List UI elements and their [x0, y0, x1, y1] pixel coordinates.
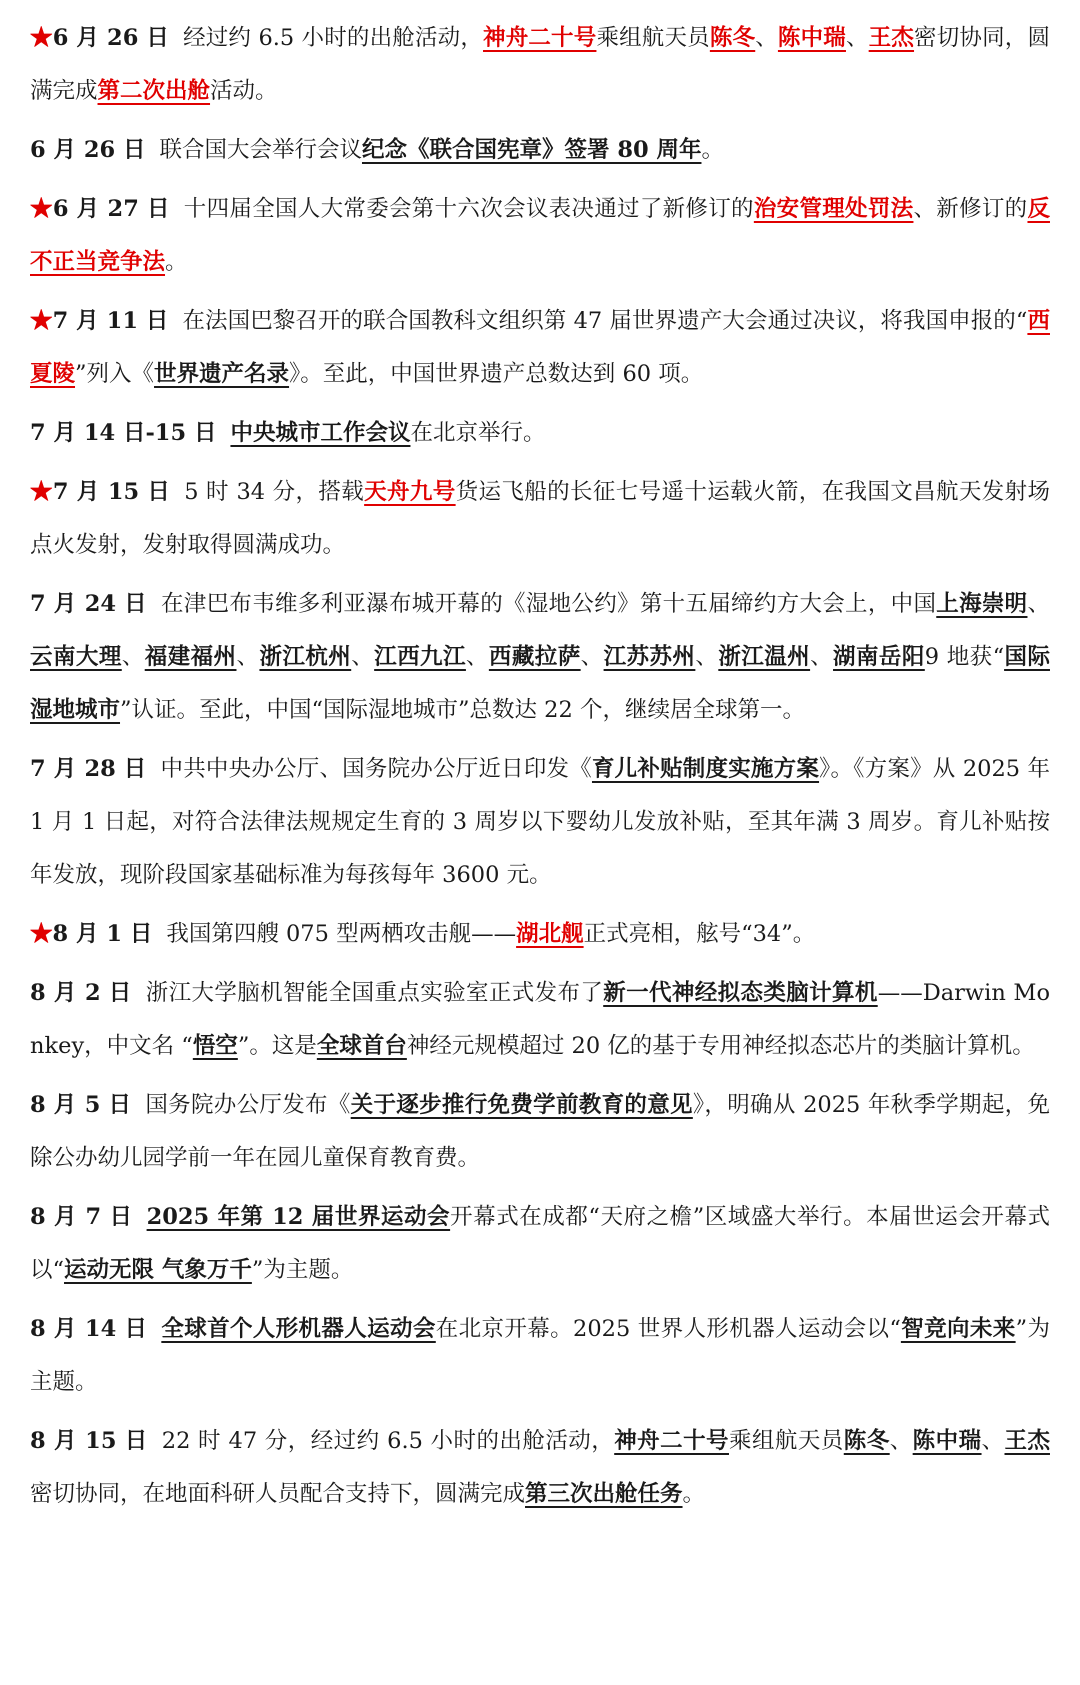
- entry-date: 7 月 15 日: [52, 479, 171, 505]
- entry-text: 》。至此，中国世界遗产总数达到 60 项。: [289, 361, 704, 387]
- key-term-highlighted: 湖北舰: [516, 921, 584, 947]
- entry-text: 、: [465, 644, 489, 670]
- key-term: 国际湿地城市: [30, 644, 1050, 723]
- important-star-icon: ★: [30, 921, 53, 947]
- entry-text: 我国第四艘 075 型两栖攻击舰——: [166, 921, 517, 947]
- entry-text: ”为主题。: [30, 1316, 1050, 1395]
- entry-text: ”为主题。: [251, 1257, 354, 1283]
- entry-text: 。: [165, 249, 188, 275]
- entry-text: 》，明确从 2025 年秋季学期起，免除公办幼儿园学前一年在园儿童保育教育费。: [30, 1092, 1050, 1171]
- entry-text: 正式亮相，舷号“34”。: [583, 921, 816, 947]
- entry-text: ——Darwin Monkey，中文名 “: [30, 980, 1050, 1059]
- entry-text: 、: [695, 644, 719, 670]
- entry-text: 、: [1027, 591, 1050, 617]
- entry-date: 6 月 26 日: [52, 25, 170, 51]
- timeline-entry: [30, 407, 1050, 460]
- key-term: 湖南岳阳: [833, 644, 925, 670]
- timeline-entry: [30, 908, 1050, 961]
- key-term-highlighted: 天舟九号: [364, 479, 456, 505]
- entry-text: 在法国巴黎召开的联合国教科文组织第 47 届世界遗产大会通过决议，将我国申报的“: [182, 308, 1028, 334]
- timeline-entry: [30, 183, 1050, 289]
- entry-text: 国务院办公厅发布《: [145, 1092, 351, 1118]
- entry-text: ”认证。至此，中国“国际湿地城市”总数达 22 个，继续居全球第一。: [120, 697, 805, 723]
- entry-text: 、: [580, 644, 604, 670]
- key-term-highlighted: 反不正当竞争法: [30, 196, 1050, 275]
- key-term-highlighted: 治安管理处罚法: [753, 196, 914, 222]
- entry-text: ”列入《: [75, 361, 155, 387]
- key-term: 西藏拉萨: [488, 644, 581, 670]
- entry-text: 十四届全国人大常委会第十六次会议表决通过了新修订的: [183, 196, 754, 222]
- key-term: 浙江温州: [718, 644, 811, 670]
- entry-text: 。: [701, 137, 724, 163]
- important-star-icon: ★: [30, 196, 53, 222]
- key-term-highlighted: 神舟二十号: [483, 25, 597, 51]
- timeline-entry: [30, 295, 1050, 401]
- timeline-entry: [30, 967, 1050, 1073]
- entry-text: 、: [236, 644, 260, 670]
- entry-date: 8 月 2 日: [30, 980, 132, 1006]
- entry-text: 5 时 34 分，搭载: [184, 479, 365, 505]
- key-term: 运动无限 气象万千: [64, 1257, 252, 1283]
- entry-text: 、: [121, 644, 145, 670]
- key-term-highlighted: 陈冬: [709, 25, 756, 51]
- entry-text: 在北京举行。: [410, 420, 546, 446]
- entry-list: [30, 12, 1050, 1521]
- entry-text: 密切协同，在地面科研人员配合支持下，圆满完成: [30, 1481, 526, 1507]
- key-term: 上海崇明: [936, 591, 1028, 617]
- entry-date: 7 月 24 日: [30, 591, 147, 617]
- entry-text: 。: [682, 1481, 706, 1507]
- key-term: 陈中瑞: [912, 1428, 982, 1454]
- entry-date: 8 月 5 日: [30, 1092, 132, 1118]
- entry-text: 开幕式在成都“天府之檐”区域盛大举行。本届世运会开幕式以“: [30, 1204, 1050, 1283]
- entry-text: 、: [810, 644, 834, 670]
- entry-text: 、: [351, 644, 375, 670]
- important-star-icon: ★: [30, 308, 53, 334]
- entry-text: ”。这是: [237, 1033, 317, 1059]
- entry-text: 经过约 6.5 小时的出舱活动，: [183, 25, 484, 51]
- entry-text: 、: [755, 25, 778, 51]
- key-term: 神舟二十号: [614, 1428, 729, 1454]
- key-term: 王杰: [1004, 1428, 1050, 1454]
- entry-text: 联合国大会举行会议: [159, 137, 362, 163]
- key-term: 关于逐步推行免费学前教育的意见: [350, 1092, 693, 1118]
- key-term-highlighted: 王杰: [868, 25, 915, 51]
- key-term: 全球首台: [316, 1033, 407, 1059]
- timeline-entry: [30, 1079, 1050, 1185]
- key-term: 江苏苏州: [603, 644, 696, 670]
- entry-text: 、: [845, 25, 869, 51]
- key-term: 纪念《联合国宪章》签署 80 周年: [361, 137, 702, 163]
- entry-date: 7 月 14 日-15 日: [30, 420, 217, 446]
- entry-text: 乘组航天员: [596, 25, 710, 51]
- entry-date: 8 月 7 日: [30, 1204, 133, 1230]
- entry-date: 8 月 15 日: [30, 1428, 148, 1454]
- entry-text: 9 地获“: [924, 644, 1005, 670]
- timeline-entry: [30, 1415, 1050, 1521]
- entry-date: 7 月 11 日: [52, 308, 169, 334]
- entry-text: 货运飞船的长征七号遥十运载火箭，在我国文昌航天发射场点火发射，发射取得圆满成功。: [30, 479, 1050, 558]
- key-term-highlighted: 西夏陵: [30, 308, 1050, 387]
- key-term-highlighted: 第二次出舱: [97, 78, 211, 104]
- key-term: 中央城市工作会议: [230, 420, 411, 446]
- entry-text: 22 时 47 分，经过约 6.5 小时的出舱活动，: [161, 1428, 615, 1454]
- entry-text: 、: [981, 1428, 1005, 1454]
- key-term: 悟空: [192, 1033, 238, 1059]
- timeline-entry: [30, 12, 1050, 118]
- key-term: 世界遗产名录: [154, 361, 290, 387]
- entry-date: 7 月 28 日: [30, 756, 147, 782]
- entry-text: 浙江大学脑机智能全国重点实验室正式发布了: [145, 980, 604, 1006]
- entry-date: 8 月 1 日: [52, 921, 153, 947]
- timeline-entry: [30, 578, 1050, 737]
- entry-text: 》。《方案》从 2025 年 1 月 1 日起，对符合法律法规规定生育的 3 周岁以下婴幼儿发放补贴，至其年满 3 周岁。育儿补贴按年发放，现阶段国家基础标准为每孩每年 3600 元。: [30, 756, 1050, 888]
- entry-text: 、: [889, 1428, 913, 1454]
- timeline-entry: [30, 1303, 1050, 1409]
- key-term: 全球首个人形机器人运动会: [161, 1316, 436, 1342]
- key-term: 浙江杭州: [259, 644, 352, 670]
- entry-text: 乘组航天员: [728, 1428, 844, 1454]
- timeline-entry: [30, 124, 1050, 177]
- important-star-icon: ★: [30, 25, 53, 51]
- key-term: 江西九江: [374, 644, 466, 670]
- key-term: 陈冬: [843, 1428, 890, 1454]
- entry-date: 6 月 26 日: [30, 137, 146, 163]
- entry-text: 在北京开幕。2025 世界人形机器人运动会以“: [435, 1316, 901, 1342]
- key-term: 第三次出舱任务: [525, 1481, 683, 1507]
- key-term: 智竞向未来: [900, 1316, 1016, 1342]
- important-star-icon: ★: [30, 479, 53, 505]
- key-term: 2025 年第 12 届世界运动会: [146, 1204, 451, 1230]
- entry-text: 在津巴布韦维多利亚瀑布城开幕的《湿地公约》第十五届缔约方大会上，中国: [160, 591, 937, 617]
- key-term-highlighted: 陈中瑞: [777, 25, 846, 51]
- timeline-entry: [30, 743, 1050, 902]
- entry-text: 密切协同，圆满完成: [30, 25, 1050, 104]
- key-term: 育儿补贴制度实施方案: [591, 756, 820, 782]
- key-term: 云南大理: [30, 644, 122, 670]
- key-term: 福建福州: [144, 644, 237, 670]
- entry-text: 、新修订的: [913, 196, 1028, 222]
- entry-text: 中共中央办公厅、国务院办公厅近日印发《: [160, 756, 592, 782]
- entry-text: 神经元规模超过 20 亿的基于专用神经拟态芯片的类脑计算机。: [406, 1033, 1035, 1059]
- entry-date: 8 月 14 日: [30, 1316, 148, 1342]
- timeline-entry: [30, 1191, 1050, 1297]
- key-term: 新一代神经拟态类脑计算机: [603, 980, 878, 1006]
- entry-date: 6 月 27 日: [52, 196, 170, 222]
- timeline-entry: [30, 466, 1050, 572]
- entry-text: 活动。: [210, 78, 278, 104]
